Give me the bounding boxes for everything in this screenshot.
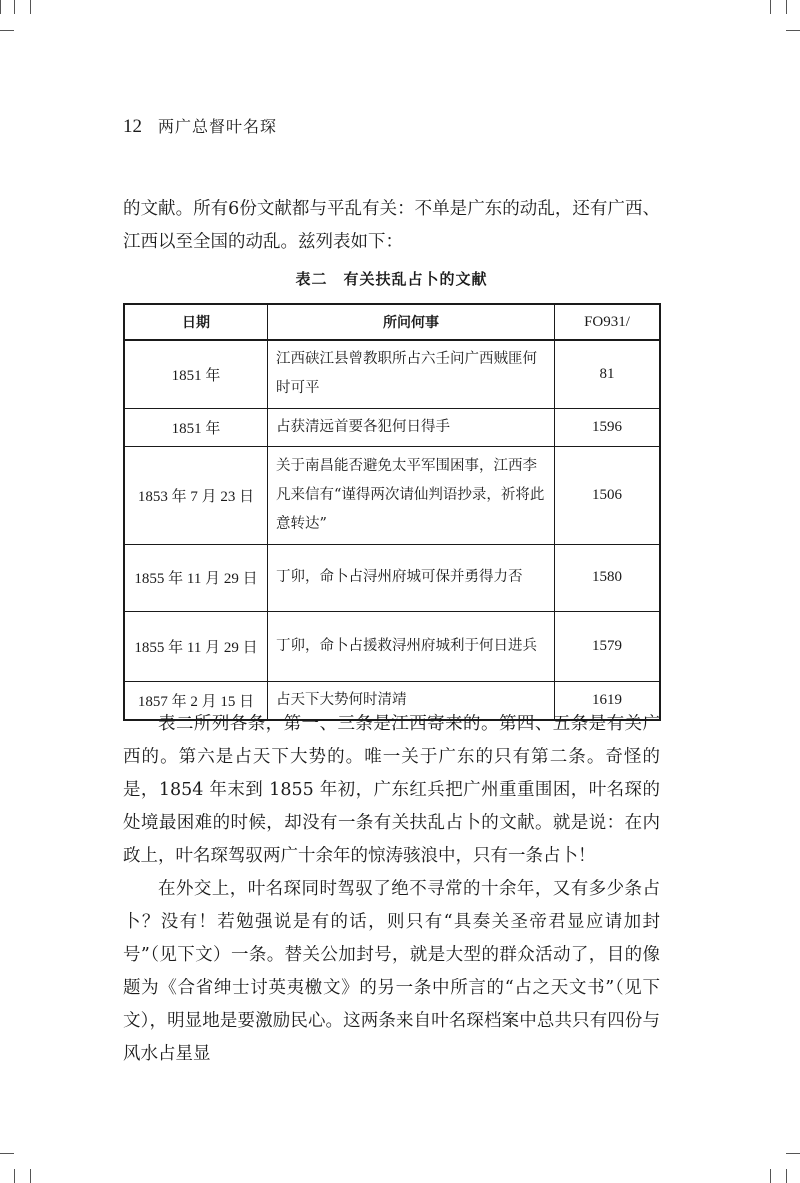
crop-mark: [30, 0, 31, 14]
table-row: [124, 544, 660, 611]
crop-mark: [786, 0, 787, 14]
row-reference: 1506: [555, 446, 661, 544]
crop-mark: [786, 1153, 800, 1154]
table-caption: 表二 有关扶乱占卜的文献: [295, 270, 488, 288]
intro-paragraph: 的文献。所有6份文献都与平乱有关：不单是广东的动乱，还有广西、江西以至全国的动乱。兹列表如下：: [123, 199, 660, 252]
row-reference: 1580: [555, 544, 661, 611]
row-date: 1853 年 7 月 23 日: [124, 446, 268, 544]
table-row: [124, 340, 660, 408]
body-paragraph-2: 在外交上，叶名琛同时驾驭了绝不寻常的十余年，又有多少条占卜？没有！若勉强说是有的话，则只有“具奏关圣帝君显应请加封号”（见下文）一条。替关公加封号，就是大型的群众活动了，目的像题为《合省绅士讨英夷檄文》的另一条中所言的“占之天文书”（见下文），明显地是要激励民心。这两条来自叶名琛档案中总共只有四份与风水占星显: [123, 879, 660, 1064]
crop-mark: [786, 30, 800, 31]
row-question: 占获清远首要各犯何日得手: [268, 408, 555, 446]
row-question: 江西硖江县曾教职所占六壬问广西贼匪何时可平: [268, 340, 555, 408]
row-date: 1855 年 11 月 29 日: [124, 611, 268, 681]
crop-mark: [0, 1153, 14, 1154]
row-question: 占天下大势何时清靖: [268, 681, 555, 720]
table-row: [124, 408, 660, 446]
crop-mark: [30, 1169, 31, 1183]
body-paragraph-1: 表二所列各条，第一、三条是江西寄来的。第四、五条是有关广西的。第六是占天下大势的。唯一关于广东的只有第二条。奇怪的是，1854 年末到 1855 年初，广东红兵把广州重重围困，叶名琛的处境最困难的时候，却没有一条有关扶乱占卜的文献。就是说：在内政上，叶名琛驾驭两广十余年的惊涛骇浪中，只有一条占卜！: [123, 714, 660, 866]
row-reference: 1579: [555, 611, 661, 681]
row-question: 丁卯，命卜占援救浔州府城利于何日进兵: [268, 611, 555, 681]
crop-mark: [14, 0, 15, 14]
crop-mark: [786, 1169, 787, 1183]
crop-mark: [770, 1169, 771, 1183]
table-row: [124, 446, 660, 544]
row-reference: 1596: [555, 408, 661, 446]
row-date: 1857 年 2 月 15 日: [124, 681, 268, 720]
row-date: 1851 年: [124, 340, 268, 408]
row-question: 丁卯，命卜占浔州府城可保并勇得力否: [268, 544, 555, 611]
header-question: 所问何事: [268, 304, 555, 340]
row-date: 1851 年: [124, 408, 268, 446]
page-number: 12: [123, 116, 142, 137]
crop-mark: [0, 0, 1, 14]
row-reference: 81: [555, 340, 661, 408]
row-date: 1855 年 11 月 29 日: [124, 544, 268, 611]
divination-documents-table: [123, 303, 661, 721]
table-row: [124, 611, 660, 681]
row-question: 关于南昌能否避免太平军围困事，江西李凡来信有“谨得两次请仙判语抄录，祈将此意转达”: [268, 446, 555, 544]
header-reference: FO931/: [555, 304, 661, 340]
crop-mark: [0, 30, 14, 31]
crop-mark: [14, 1169, 15, 1183]
row-reference: 1619: [555, 681, 661, 720]
table-header-row: [124, 304, 660, 340]
running-title: 两广总督叶名琛: [158, 117, 278, 136]
crop-mark: [770, 0, 771, 14]
header-date: 日期: [124, 304, 268, 340]
running-header: [123, 114, 277, 138]
